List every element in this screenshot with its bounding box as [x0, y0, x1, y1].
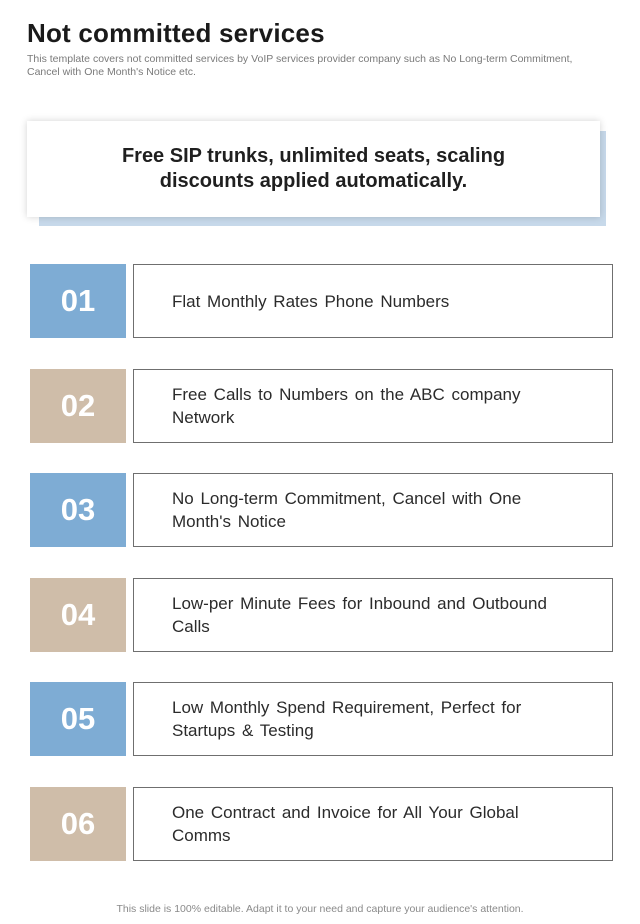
- list-item: [30, 787, 613, 861]
- banner-card: [27, 121, 600, 217]
- list-item: [30, 473, 613, 547]
- page-subtitle: This template covers not committed services by VoIP services provider company such as No Long-term Commitment, Cancel with One Month's Notice etc.: [27, 53, 573, 78]
- list-item: [30, 578, 613, 652]
- item-number-badge: 03: [30, 473, 126, 547]
- list-item: [30, 682, 613, 756]
- item-text: Low-per Minute Fees for Inbound and Outbound Calls: [172, 594, 547, 636]
- item-text: Low Monthly Spend Requirement, Perfect for Startups & Testing: [172, 698, 522, 740]
- item-text: One Contract and Invoice for All Your Global Comms: [172, 803, 519, 845]
- item-number-badge: 04: [30, 578, 126, 652]
- item-number-badge: 05: [30, 682, 126, 756]
- item-text-box: [133, 369, 613, 443]
- page-title: Not committed services: [27, 18, 325, 48]
- item-number-badge: 02: [30, 369, 126, 443]
- list-item: [30, 369, 613, 443]
- item-number-badge: 06: [30, 787, 126, 861]
- item-text: Flat Monthly Rates Phone Numbers: [172, 291, 450, 311]
- footer-note: This slide is 100% editable. Adapt it to your need and capture your audience's attention.: [116, 903, 524, 915]
- item-text: No Long-term Commitment, Cancel with One Month's Notice: [172, 489, 522, 531]
- item-text-box: [133, 787, 613, 861]
- item-number-badge: 01: [30, 264, 126, 338]
- item-text-box: [133, 578, 613, 652]
- item-text-box: [133, 682, 613, 756]
- banner-text: Free SIP trunks, unlimited seats, scaling discounts applied automatically.: [121, 145, 506, 192]
- item-text: Free Calls to Numbers on the ABC company Network: [172, 385, 521, 427]
- item-text-box: [133, 473, 613, 547]
- list-item: [30, 264, 613, 338]
- item-text-box: [133, 264, 613, 338]
